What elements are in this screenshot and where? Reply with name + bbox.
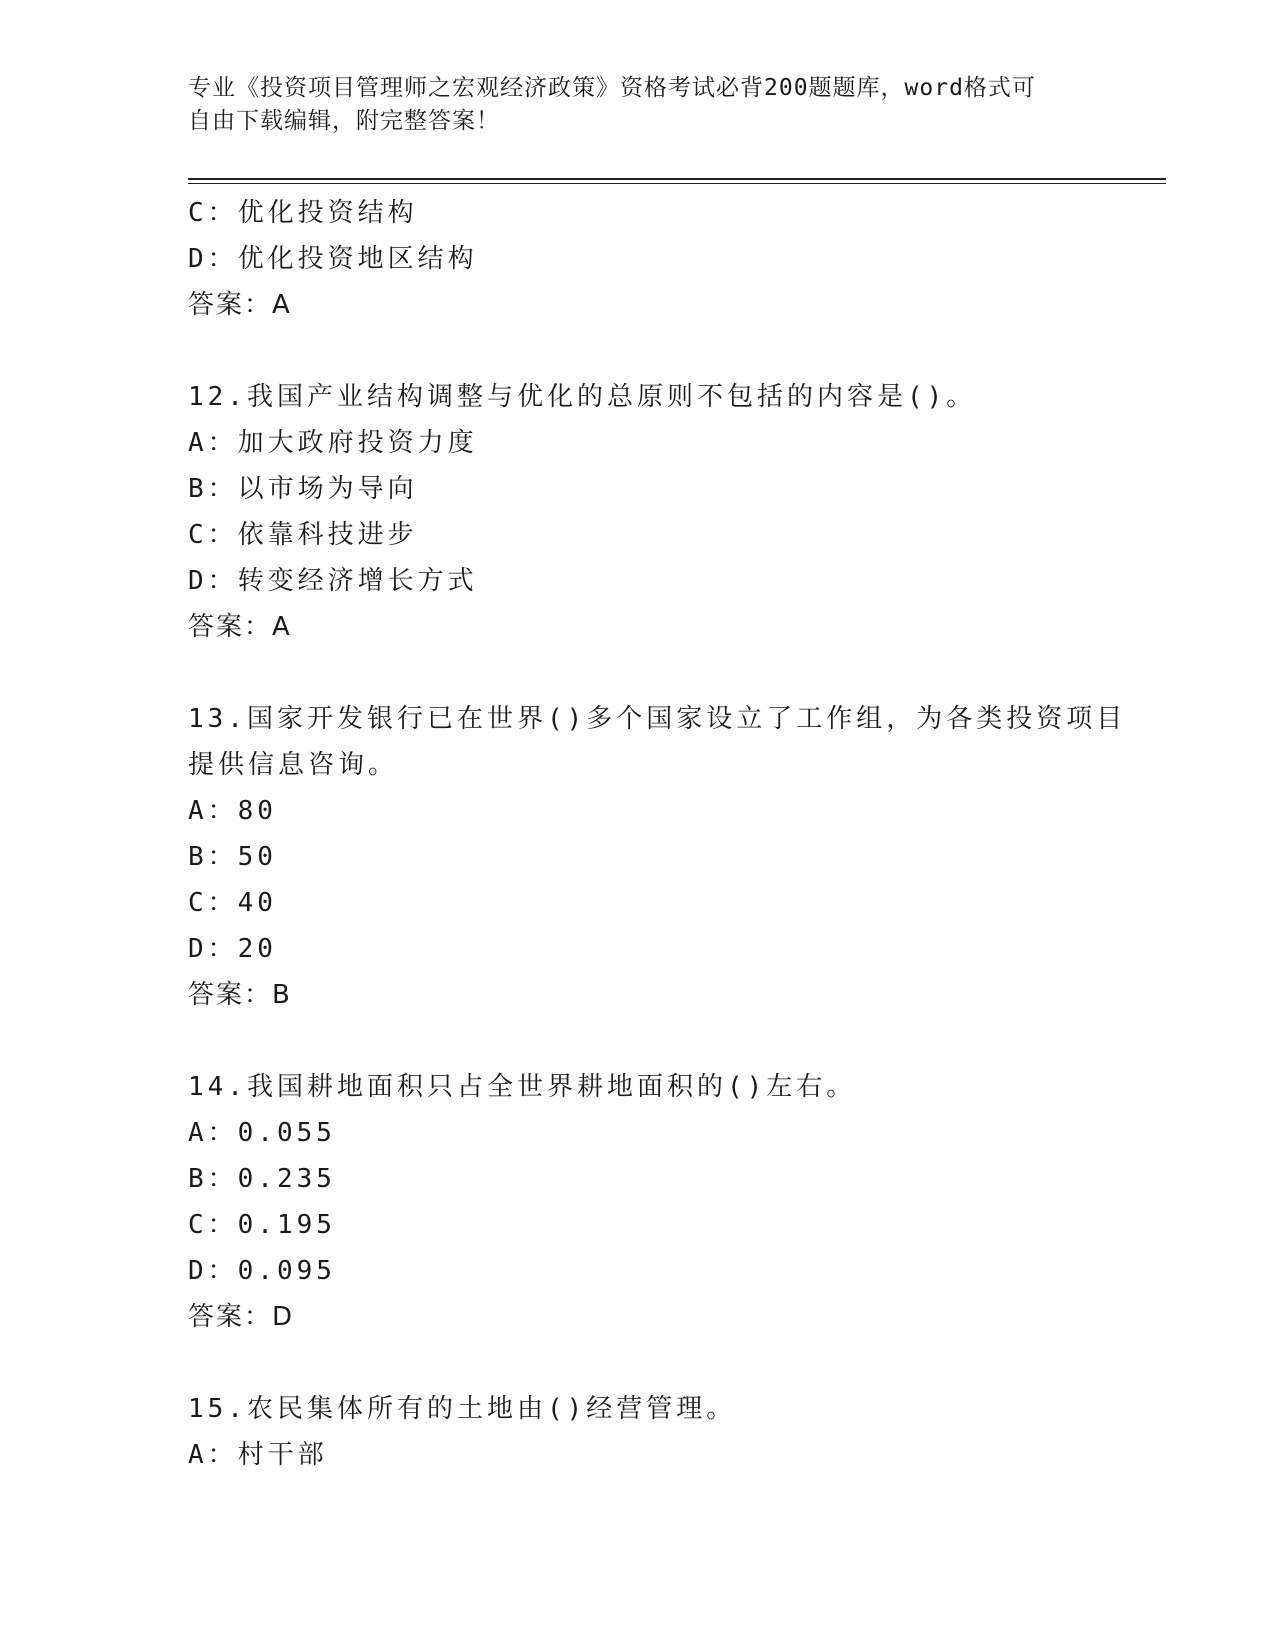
- answer-line: 答案：A: [188, 290, 292, 320]
- option-a: A：0.055: [188, 1118, 336, 1148]
- option-c: C：40: [188, 888, 277, 918]
- option-a: A：加大政府投资力度: [188, 428, 478, 458]
- option-c: C：优化投资结构: [188, 198, 418, 228]
- option-b: B：以市场为导向: [188, 474, 418, 504]
- option-c: C：依靠科技进步: [188, 520, 418, 550]
- question-block-15: [188, 1386, 1148, 1478]
- option-a: A：80: [188, 796, 277, 826]
- header-line-1: 专业《投资项目管理师之宏观经济政策》资格考试必背200题题库，word格式可: [188, 75, 1036, 101]
- option-d: D：优化投资地区结构: [188, 244, 478, 274]
- answer-line: 答案：B: [188, 980, 292, 1010]
- answer-line: 答案：A: [188, 612, 292, 642]
- question-block-previous: [188, 190, 1148, 328]
- question-stem-line-1: 13.国家开发银行已在世界()多个国家设立了工作组，为各类投资项目: [188, 704, 1127, 734]
- question-block-12: [188, 374, 1148, 650]
- question-block-14: [188, 1064, 1148, 1340]
- header-rule-thin: [188, 183, 1166, 184]
- question-stem: 12.我国产业结构调整与优化的总原则不包括的内容是()。: [188, 382, 977, 412]
- option-d: D：转变经济增长方式: [188, 566, 478, 596]
- question-stem: 14.我国耕地面积只占全世界耕地面积的()左右。: [188, 1072, 857, 1102]
- question-list: [188, 190, 1148, 1478]
- header-line-2: 自由下载编辑，附完整答案！: [188, 108, 500, 134]
- option-c: C：0.195: [188, 1210, 336, 1240]
- option-b: B：0.235: [188, 1164, 336, 1194]
- option-d: D：20: [188, 934, 277, 964]
- question-block-13: [188, 696, 1148, 1018]
- option-a: A：村干部: [188, 1440, 328, 1470]
- header-rule-thick: [188, 178, 1166, 180]
- question-stem-line-2: 提供信息咨询。: [188, 750, 399, 780]
- document-header: [188, 72, 1088, 138]
- answer-line: 答案：D: [188, 1302, 295, 1332]
- option-b: B：50: [188, 842, 277, 872]
- option-d: D：0.095: [188, 1256, 336, 1286]
- question-stem: 15.农民集体所有的土地由()经营管理。: [188, 1394, 737, 1424]
